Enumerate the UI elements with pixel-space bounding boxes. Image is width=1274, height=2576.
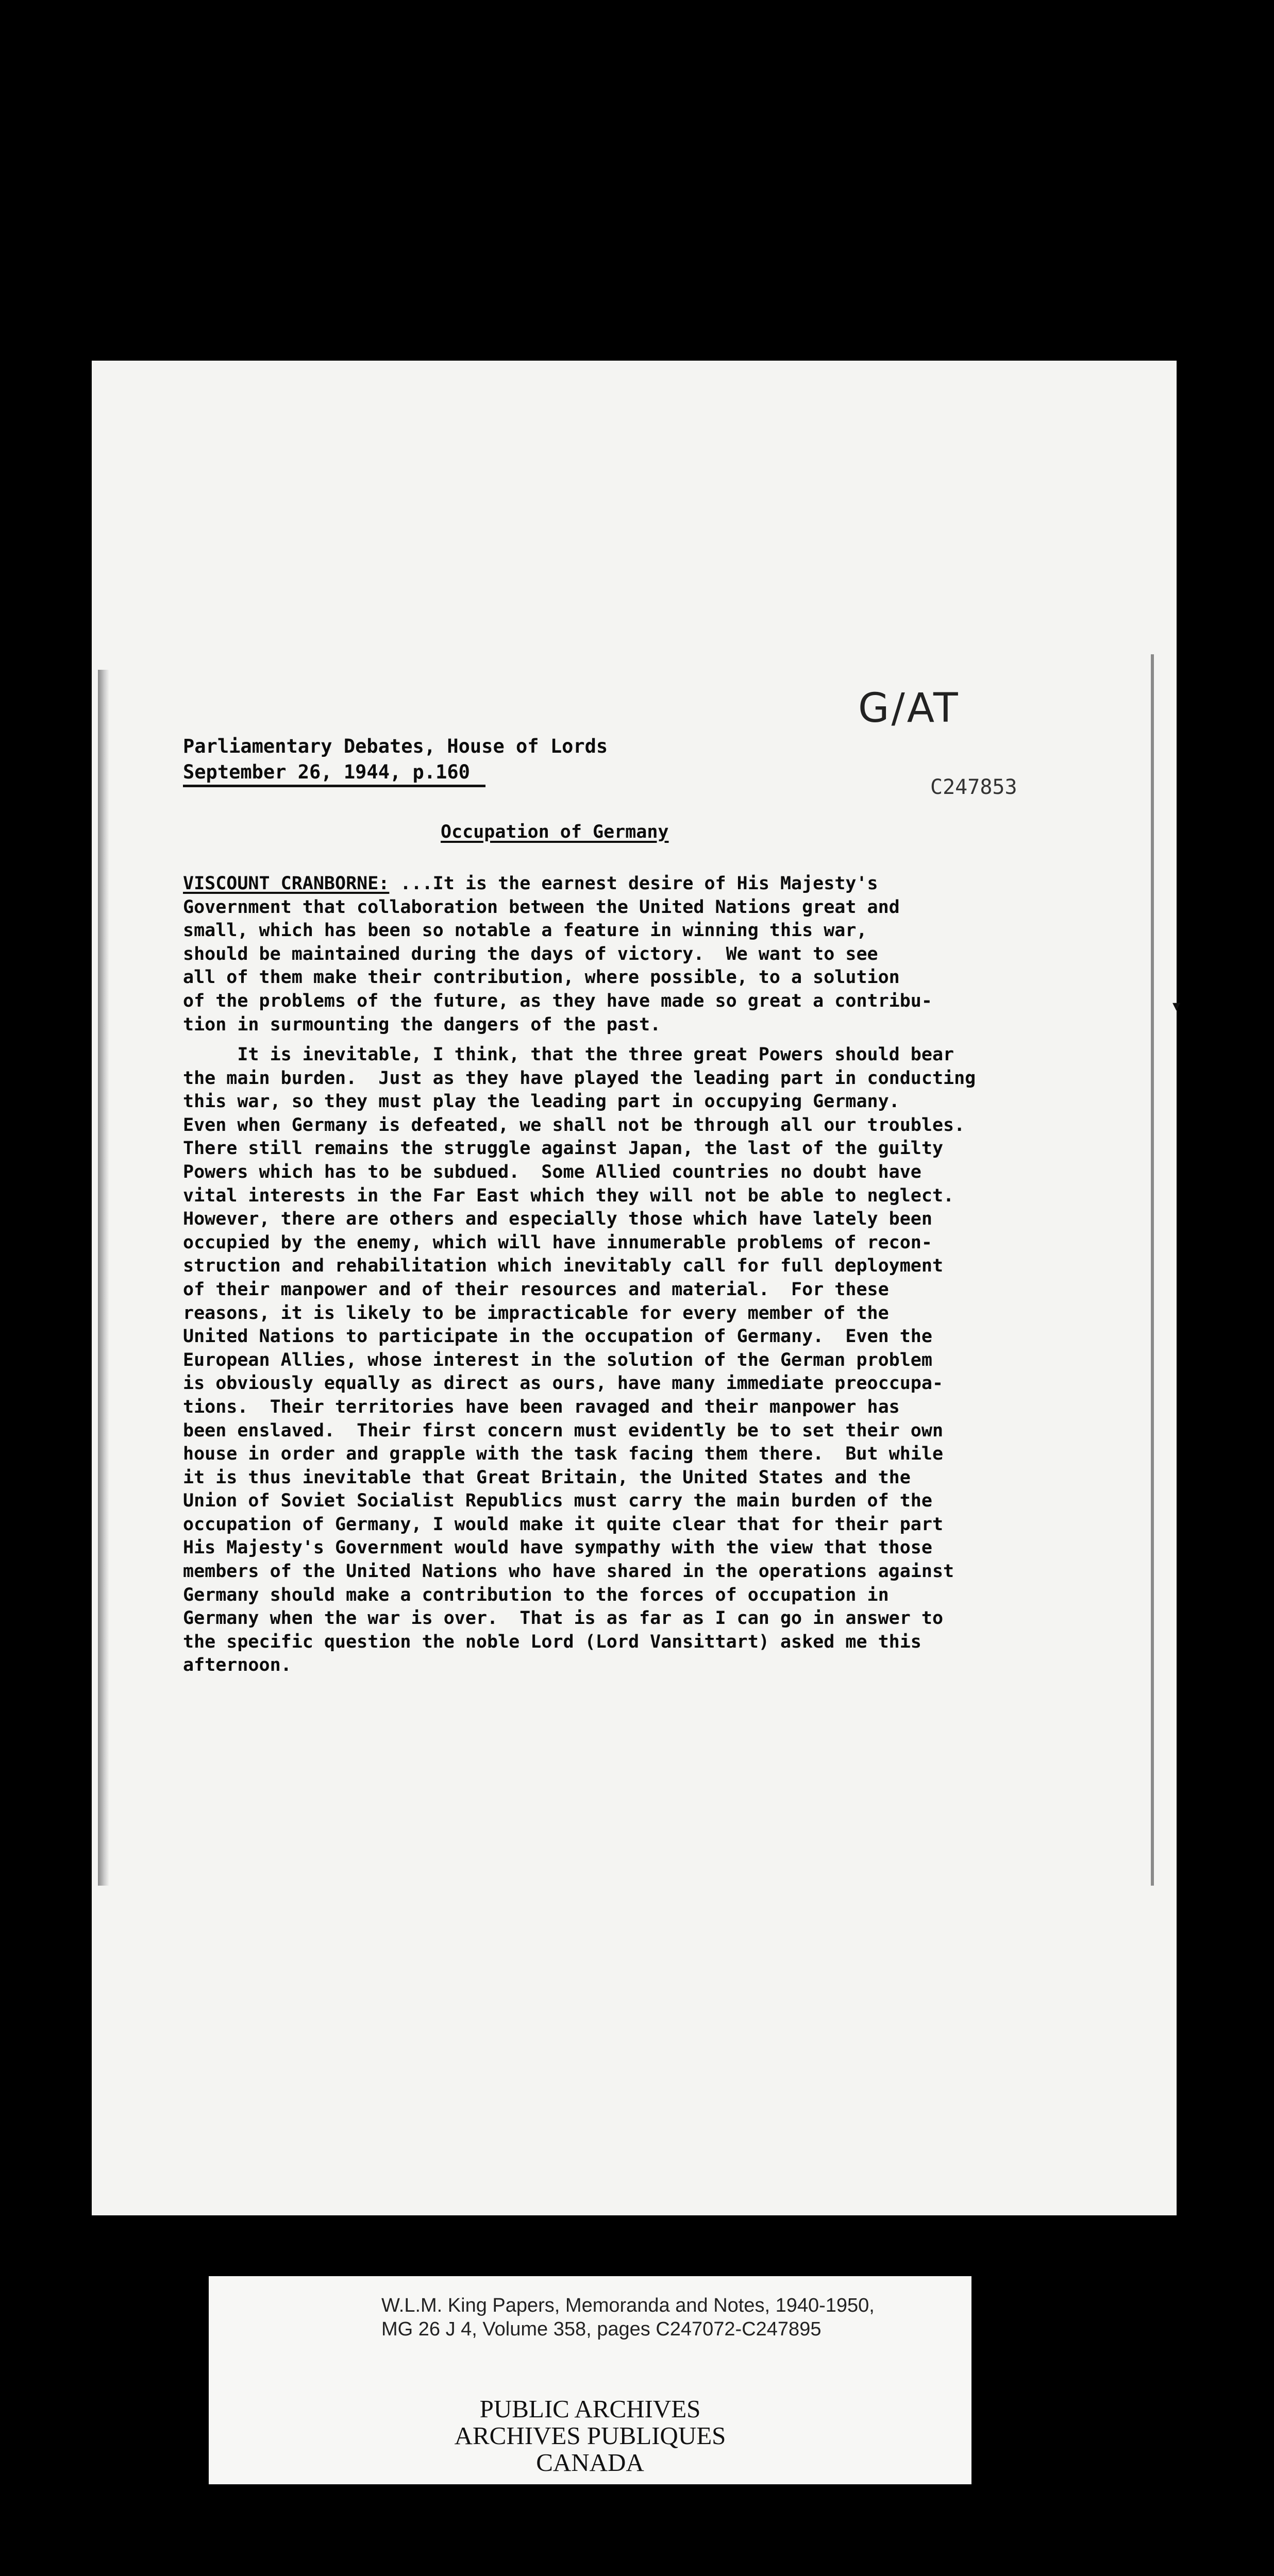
paragraph-2-line: tions. Their territories have been ravaged and their manpower has [183,1396,900,1417]
paragraph-2-line: vital interests in the Far East which they will not be able to neglect. [183,1185,954,1206]
source-title: Parliamentary Debates, House of Lords [183,735,608,757]
source-date: September 26, 1944, p.160 [183,760,485,787]
archive-name-line: ARCHIVES PUBLIQUES [454,2421,726,2450]
paragraph-1-line: Government that collaboration between the United Nations great and [183,896,900,918]
paragraph-2-line: members of the United Nations who have shared in the operations against [183,1561,954,1582]
paragraph-1-line: all of them make their contribution, where possible, to a solution [183,967,900,988]
paragraph-1-line: small, which has been so notable a feature in winning this war, [183,920,867,941]
paragraph-2-line: it is thus inevitable that Great Britain, the United States and the [183,1467,911,1488]
paragraph-1 [183,872,1162,1037]
paragraph-2-line: this war, so they must play the leading part in occupying Germany. [183,1091,900,1112]
archive-source-line: MG 26 J 4, Volume 358, pages C247072-C247895 [381,2318,822,2340]
paragraph-2-line: Germany should make a contribution to the forces of occupation in [183,1584,889,1605]
archive-source-citation [381,2294,875,2341]
paragraph-1-line: of the problems of the future, as they have made so great a contribu- [183,990,932,1011]
paragraph-2-line: reasons, it is likely to be impracticable for every member of the [183,1302,889,1324]
paragraph-2-line: is obviously equally as direct as ours, have many immediate preoccupa- [183,1373,944,1394]
paragraph-2-line: afternoon. [183,1655,292,1676]
paragraph-1-line: tion in surmounting the dangers of the past. [183,1014,661,1035]
archive-name-line: CANADA [536,2448,644,2477]
archive-label [209,2276,971,2484]
archive-name-line: PUBLIC ARCHIVES [479,2395,701,2423]
archive-source-line: W.L.M. King Papers, Memoranda and Notes, 1940-1950, [381,2295,875,2316]
stamp-number: C247853 [930,775,1017,799]
paragraph-2-line: been enslaved. Their first concern must evidently be to set their own [183,1420,944,1441]
paragraph-1-line: should be maintained during the days of victory. We want to see [183,943,878,964]
paragraph-2-line: of their manpower and of their resources and material. For these [183,1279,889,1300]
paragraph-2-line: house in order and grapple with the task facing them there. But while [183,1444,944,1465]
paragraph-2-line: Union of Soviet Socialist Republics must carry the main burden of the [183,1490,932,1512]
paragraph-2-line: the main burden. Just as they have played the leading part in conducting [183,1067,976,1089]
speaker-name: VISCOUNT CRANBORNE: [183,873,390,894]
paragraph-2-line: It is inevitable, I think, that the three great Powers should bear [183,1044,954,1065]
paragraph-1-line-0-text: ...It is the earnest desire of His Majesty's [389,873,878,894]
archive-name [209,2396,971,2476]
paragraph-2-line: struction and rehabilitation which inevitably call for full deployment [183,1256,944,1277]
paragraph-1-line-0 [183,872,1162,896]
paragraph-2-line: the specific question the noble Lord (Lord Vansittart) asked me this [183,1631,921,1652]
paragraph-2-line: United Nations to participate in the occupation of Germany. Even the [183,1326,932,1347]
paragraph-2-line: However, there are others and especially those which have lately been [183,1209,932,1230]
paragraph-2-line: European Allies, whose interest in the solution of the German problem [183,1349,932,1370]
paragraph-2-line: Powers which has to be subdued. Some Allied countries no doubt have [183,1161,921,1182]
paragraph-2-line: occupation of Germany, I would make it quite clear that for their part [183,1514,944,1535]
paragraph-2-line: There still remains the struggle against Japan, the last of the guilty [183,1138,944,1159]
paragraph-2-line: Even when Germany is defeated, we shall not be through all our troubles. [183,1114,965,1136]
document-heading: Occupation of Germany [441,822,669,842]
paragraph-2-line: His Majesty's Government would have sympathy with the view that those [183,1537,932,1558]
paragraph-2 [183,1043,1162,1677]
paragraph-2-line: occupied by the enemy, which will have innumerable problems of recon- [183,1232,932,1253]
margin-mark: ▾ [1172,997,1181,1015]
handwritten-annotation: G/AT [858,685,960,732]
paragraph-2-line: Germany when the war is over. That is as far as I can go in answer to [183,1608,944,1629]
